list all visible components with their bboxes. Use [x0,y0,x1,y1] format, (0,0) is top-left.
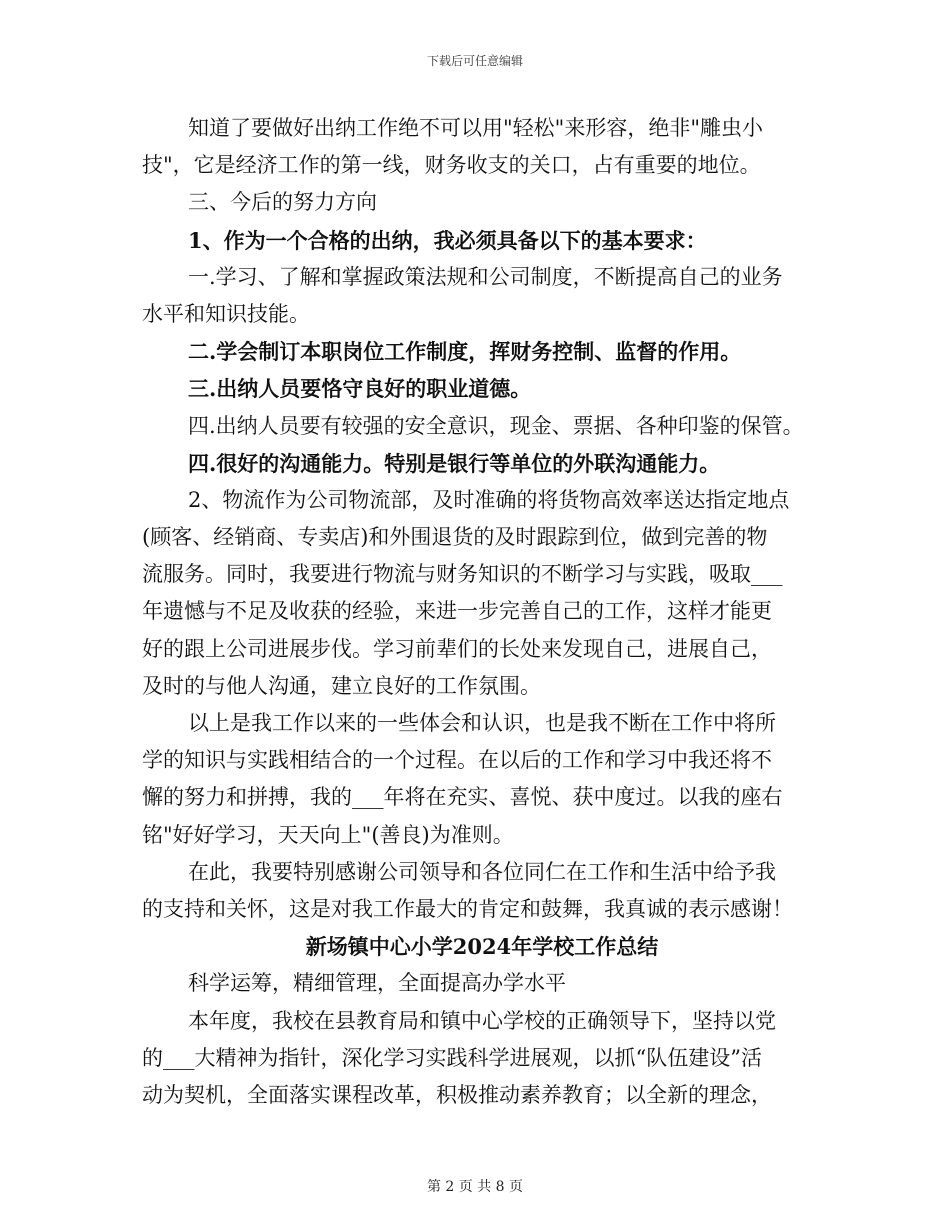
text-line: (顾客、经销商、专卖店)和外围退货的及时跟踪到位，做到完善的物 [142,525,768,550]
text-line: 科学运筹，精细管理，全面提高办学水平 [188,971,566,996]
text-line: 水平和知识技能。 [142,301,310,326]
text-line: 本年度，我校在县教育局和镇中心学校的正确领导下，坚持以党 [188,1008,776,1033]
section-title: 新场镇中心小学2024年学校工作总结 [305,934,659,960]
text-line: 2、物流作为公司物流部，及时准确的将货物高效率送达指定地点 [188,487,790,512]
text-line: 知道了要做好出纳工作绝不可以用"轻松"来形容，绝非"雕虫小 [188,116,763,140]
text-line: 流服务。同时，我要进行物流与财务知识的不断学习与实践，吸取___ [142,562,783,587]
text-line: 技"，它是经济工作的第一线，财务收支的关口，占有重要的地位。 [142,153,761,178]
text-line: 及时的与他人沟通，建立良好的工作氛围。 [142,673,541,698]
text-line: 年遗憾与不足及收获的经验，来进一步完善自己的工作，这样才能更 [142,599,772,624]
text-line: 1、作为一个合格的出纳，我必须具备以下的基本要求： [188,227,707,253]
text-line: 懈的努力和拼搏，我的___年将在充实、喜悦、获中度过。以我的座右 [142,785,783,810]
text-line: 以上是我工作以来的一些体会和认识，也是我不断在工作中将所 [188,711,776,735]
text-line: 二.学会制订本职岗位工作制度，挥财务控制、监督的作用。 [188,339,742,365]
text-line: 四.出纳人员要有较强的安全意识，现金、票据、各种印鉴的保管。 [188,413,804,438]
text-line: 学的知识与实践相结合的一个过程。在以后的工作和学习中我还将不 [142,748,772,773]
page-footer: 第 2 页 共 8 页 [426,1179,524,1195]
text-line: 动为契机，全面落实课程改革，积极推动素养教育；以全新的理念， [142,1082,772,1107]
text-line: 一.学习、了解和掌握政策法规和公司制度，不断提高自己的业务 [188,264,783,289]
document-body [142,110,822,1114]
text-line: 三、今后的努力方向 [188,190,377,215]
text-line: 在此，我要特别感谢公司领导和各位同仁在工作和生活中给予我 [188,859,776,884]
text-line: 四.很好的沟通能力。特别是银行等单位的外联沟通能力。 [188,450,721,476]
text-line: 的支持和关怀，这是对我工作最大的肯定和鼓舞，我真诚的表示感谢！ [142,896,793,921]
text-line: 好的跟上公司进展步伐。学习前辈们的长处来发现自己，进展自己， [142,636,772,661]
page-header: 下载后可任意编辑 [426,54,523,68]
text-line: 的___大精神为指针，深化学习实践科学进展观，以抓“队伍建设”活 [142,1045,762,1070]
text-line: 铭"好好学习，天天向上"(善良)为准则。 [142,822,514,847]
text-line: 三.出纳人员要恪守良好的职业道德。 [188,376,532,402]
